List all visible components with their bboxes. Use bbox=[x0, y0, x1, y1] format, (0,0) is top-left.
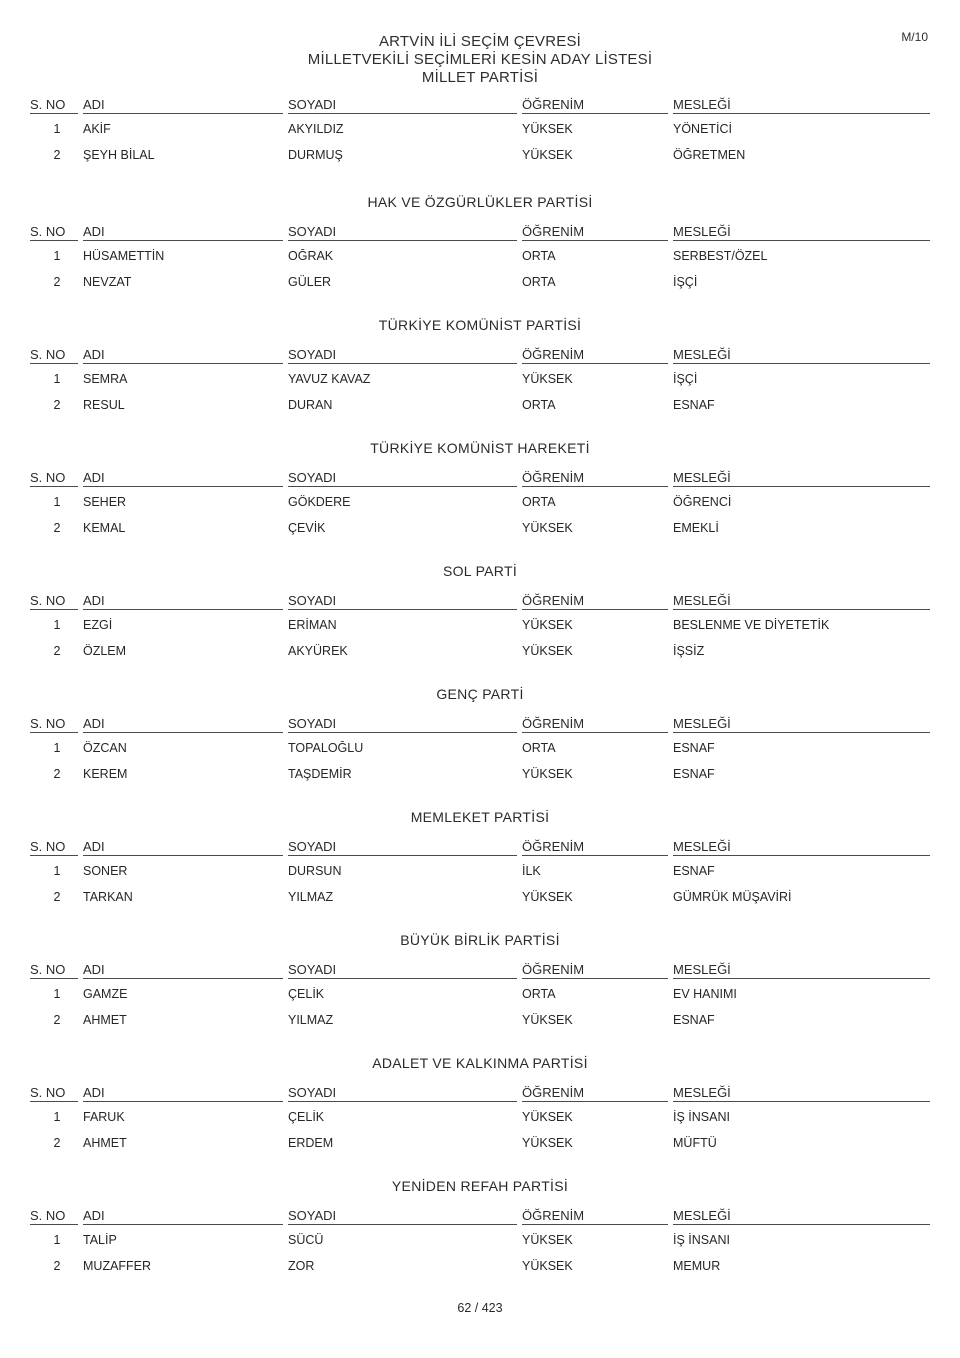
table-row bbox=[30, 148, 930, 162]
table-row bbox=[30, 249, 930, 263]
document-header bbox=[30, 33, 930, 87]
column-header-soyadi: SOYADI bbox=[288, 962, 517, 979]
party-sections bbox=[30, 97, 930, 1273]
cell-sno: 1 bbox=[53, 1233, 61, 1247]
cell-soyadi: SÜCÜ bbox=[288, 1233, 324, 1247]
cell-adi: TALİP bbox=[83, 1233, 117, 1247]
column-header-soyadi: SOYADI bbox=[288, 470, 517, 487]
header-title-line1: ARTVİN İLİ SEÇİM ÇEVRESİ bbox=[378, 33, 582, 50]
cell-adi: AHMET bbox=[83, 1013, 127, 1027]
cell-soyadi: YILMAZ bbox=[288, 1013, 334, 1027]
cell-sno: 1 bbox=[53, 1110, 61, 1124]
table-header-row bbox=[30, 716, 930, 733]
column-header-ogrenim: ÖĞRENİM bbox=[522, 1208, 668, 1225]
table-header-row bbox=[30, 593, 930, 610]
column-header-soyadi: SOYADI bbox=[288, 716, 517, 733]
column-header-adi: ADI bbox=[83, 1208, 283, 1225]
cell-ogrenim: YÜKSEK bbox=[522, 1110, 573, 1124]
cell-soyadi: TOPALOĞLU bbox=[288, 741, 364, 755]
page-number: 62 / 423 bbox=[457, 1301, 503, 1315]
cell-soyadi: ÇELİK bbox=[288, 1110, 325, 1124]
cell-sno: 1 bbox=[53, 495, 61, 509]
cell-adi: SONER bbox=[83, 864, 128, 878]
column-header-meslegi: MESLEĞİ bbox=[673, 962, 930, 979]
column-header-sno: S. NO bbox=[30, 470, 78, 487]
party-title: TÜRKİYE KOMÜNİST PARTİSİ bbox=[378, 317, 582, 333]
table-header-row bbox=[30, 962, 930, 979]
cell-ogrenim: ORTA bbox=[522, 249, 556, 263]
cell-meslegi: ÖĞRENCİ bbox=[673, 495, 732, 509]
party-title: YENİDEN REFAH PARTİSİ bbox=[391, 1178, 569, 1194]
cell-soyadi: DURAN bbox=[288, 398, 333, 412]
cell-adi: SEMRA bbox=[83, 372, 128, 386]
column-header-ogrenim: ÖĞRENİM bbox=[522, 716, 668, 733]
table-row bbox=[30, 890, 930, 904]
cell-sno: 1 bbox=[53, 864, 61, 878]
column-header-ogrenim: ÖĞRENİM bbox=[522, 1085, 668, 1102]
cell-adi: MUZAFFER bbox=[83, 1259, 152, 1273]
table-row bbox=[30, 1013, 930, 1027]
table-row bbox=[30, 767, 930, 781]
cell-soyadi: YAVUZ KAVAZ bbox=[288, 372, 371, 386]
party-section bbox=[30, 1055, 930, 1150]
column-header-soyadi: SOYADI bbox=[288, 593, 517, 610]
party-title: MEMLEKET PARTİSİ bbox=[410, 809, 550, 825]
column-header-meslegi: MESLEĞİ bbox=[673, 224, 930, 241]
party-title: BÜYÜK BİRLİK PARTİSİ bbox=[400, 932, 560, 948]
column-header-adi: ADI bbox=[83, 593, 283, 610]
table-row bbox=[30, 122, 930, 136]
cell-adi: NEVZAT bbox=[83, 275, 132, 289]
cell-adi: RESUL bbox=[83, 398, 125, 412]
cell-adi: KEREM bbox=[83, 767, 128, 781]
table-row bbox=[30, 1110, 930, 1124]
party-title: SOL PARTİ bbox=[442, 563, 518, 579]
header-party-name: MİLLET PARTİSİ bbox=[421, 69, 539, 86]
column-header-sno: S. NO bbox=[30, 1208, 78, 1225]
column-header-soyadi: SOYADI bbox=[288, 1085, 517, 1102]
cell-ogrenim: İLK bbox=[522, 864, 541, 878]
cell-sno: 2 bbox=[53, 644, 61, 658]
cell-adi: ÖZLEM bbox=[83, 644, 127, 658]
cell-meslegi: SERBEST/ÖZEL bbox=[673, 249, 768, 263]
table-row bbox=[30, 864, 930, 878]
cell-adi: HÜSAMETTİN bbox=[83, 249, 165, 263]
cell-ogrenim: ORTA bbox=[522, 741, 556, 755]
cell-ogrenim: ORTA bbox=[522, 398, 556, 412]
party-section bbox=[30, 97, 930, 162]
cell-adi: SEHER bbox=[83, 495, 127, 509]
cell-meslegi: İŞSİZ bbox=[673, 644, 705, 658]
cell-adi: TARKAN bbox=[83, 890, 133, 904]
cell-sno: 2 bbox=[53, 890, 61, 904]
party-section bbox=[30, 194, 930, 289]
column-header-ogrenim: ÖĞRENİM bbox=[522, 470, 668, 487]
cell-sno: 2 bbox=[53, 1136, 61, 1150]
table-row bbox=[30, 618, 930, 632]
column-header-adi: ADI bbox=[83, 716, 283, 733]
column-header-ogrenim: ÖĞRENİM bbox=[522, 347, 668, 364]
cell-meslegi: ESNAF bbox=[673, 767, 715, 781]
column-header-meslegi: MESLEĞİ bbox=[673, 593, 930, 610]
cell-meslegi: ÖĞRETMEN bbox=[673, 148, 746, 162]
cell-ogrenim: YÜKSEK bbox=[522, 890, 573, 904]
party-title: TÜRKİYE KOMÜNİST HAREKETİ bbox=[370, 440, 590, 456]
cell-sno: 1 bbox=[53, 741, 61, 755]
column-header-meslegi: MESLEĞİ bbox=[673, 1085, 930, 1102]
cell-ogrenim: ORTA bbox=[522, 495, 556, 509]
column-header-meslegi: MESLEĞİ bbox=[673, 839, 930, 856]
cell-meslegi: ESNAF bbox=[673, 1013, 715, 1027]
table-row bbox=[30, 741, 930, 755]
party-section bbox=[30, 932, 930, 1027]
column-header-adi: ADI bbox=[83, 470, 283, 487]
column-header-meslegi: MESLEĞİ bbox=[673, 97, 930, 114]
column-header-meslegi: MESLEĞİ bbox=[673, 716, 930, 733]
cell-adi: AHMET bbox=[83, 1136, 127, 1150]
party-section bbox=[30, 809, 930, 904]
cell-meslegi: İŞÇİ bbox=[673, 372, 698, 386]
cell-meslegi: İŞÇİ bbox=[673, 275, 698, 289]
cell-soyadi: DURSUN bbox=[288, 864, 342, 878]
table-header-row bbox=[30, 97, 930, 114]
cell-sno: 1 bbox=[53, 372, 61, 386]
column-header-ogrenim: ÖĞRENİM bbox=[522, 97, 668, 114]
cell-sno: 2 bbox=[53, 398, 61, 412]
cell-meslegi: ESNAF bbox=[673, 741, 715, 755]
column-header-sno: S. NO bbox=[30, 224, 78, 241]
cell-meslegi: BESLENME VE DİYETETİK bbox=[673, 618, 830, 632]
cell-meslegi: İŞ İNSANI bbox=[673, 1233, 730, 1247]
cell-sno: 2 bbox=[53, 148, 61, 162]
table-header-row bbox=[30, 1085, 930, 1102]
column-header-ogrenim: ÖĞRENİM bbox=[522, 224, 668, 241]
cell-ogrenim: YÜKSEK bbox=[522, 1233, 573, 1247]
cell-meslegi: ESNAF bbox=[673, 864, 715, 878]
party-section bbox=[30, 440, 930, 535]
cell-meslegi: ESNAF bbox=[673, 398, 715, 412]
cell-adi: GAMZE bbox=[83, 987, 128, 1001]
cell-soyadi: ERİMAN bbox=[288, 618, 337, 632]
column-header-adi: ADI bbox=[83, 962, 283, 979]
cell-ogrenim: YÜKSEK bbox=[522, 767, 573, 781]
column-header-sno: S. NO bbox=[30, 839, 78, 856]
page-code: M/10 bbox=[901, 30, 928, 44]
column-header-ogrenim: ÖĞRENİM bbox=[522, 593, 668, 610]
party-section bbox=[30, 317, 930, 412]
cell-soyadi: AKYILDIZ bbox=[288, 122, 344, 136]
column-header-soyadi: SOYADI bbox=[288, 97, 517, 114]
table-header-row bbox=[30, 839, 930, 856]
cell-sno: 1 bbox=[53, 987, 61, 1001]
cell-sno: 2 bbox=[53, 767, 61, 781]
column-header-sno: S. NO bbox=[30, 1085, 78, 1102]
column-header-ogrenim: ÖĞRENİM bbox=[522, 962, 668, 979]
cell-soyadi: DURMUŞ bbox=[288, 148, 343, 162]
party-section bbox=[30, 686, 930, 781]
cell-sno: 2 bbox=[53, 275, 61, 289]
cell-ogrenim: YÜKSEK bbox=[522, 1136, 573, 1150]
column-header-sno: S. NO bbox=[30, 97, 78, 114]
cell-meslegi: YÖNETİCİ bbox=[673, 122, 733, 136]
column-header-meslegi: MESLEĞİ bbox=[673, 470, 930, 487]
cell-soyadi: AKYÜREK bbox=[288, 644, 348, 658]
table-header-row bbox=[30, 470, 930, 487]
cell-soyadi: OĞRAK bbox=[288, 249, 334, 263]
header-title-line2: MİLLETVEKİLİ SEÇİMLERİ KESİN ADAY LİSTESİ bbox=[307, 51, 653, 68]
cell-adi: AKİF bbox=[83, 122, 111, 136]
table-header-row bbox=[30, 224, 930, 241]
table-row bbox=[30, 1259, 930, 1273]
cell-soyadi: YILMAZ bbox=[288, 890, 334, 904]
cell-adi: KEMAL bbox=[83, 521, 126, 535]
table-row bbox=[30, 372, 930, 386]
column-header-soyadi: SOYADI bbox=[288, 839, 517, 856]
column-header-adi: ADI bbox=[83, 97, 283, 114]
cell-soyadi: GÜLER bbox=[288, 275, 332, 289]
cell-meslegi: MEMUR bbox=[673, 1259, 721, 1273]
table-row bbox=[30, 1233, 930, 1247]
column-header-adi: ADI bbox=[83, 839, 283, 856]
cell-ogrenim: YÜKSEK bbox=[522, 618, 573, 632]
table-row bbox=[30, 644, 930, 658]
party-title: GENÇ PARTİ bbox=[436, 686, 524, 702]
cell-ogrenim: YÜKSEK bbox=[522, 148, 573, 162]
cell-meslegi: MÜFTÜ bbox=[673, 1136, 717, 1150]
cell-sno: 1 bbox=[53, 249, 61, 263]
cell-soyadi: ÇEVİK bbox=[288, 521, 326, 535]
table-header-row bbox=[30, 1208, 930, 1225]
party-title: HAK VE ÖZGÜRLÜKLER PARTİSİ bbox=[367, 194, 593, 210]
column-header-adi: ADI bbox=[83, 224, 283, 241]
column-header-soyadi: SOYADI bbox=[288, 224, 517, 241]
party-section bbox=[30, 1178, 930, 1273]
cell-ogrenim: YÜKSEK bbox=[522, 521, 573, 535]
cell-ogrenim: YÜKSEK bbox=[522, 372, 573, 386]
cell-adi: EZGİ bbox=[83, 618, 113, 632]
cell-adi: ŞEYH BİLAL bbox=[83, 148, 155, 162]
cell-ogrenim: YÜKSEK bbox=[522, 1013, 573, 1027]
cell-meslegi: İŞ İNSANI bbox=[673, 1110, 730, 1124]
column-header-adi: ADI bbox=[83, 347, 283, 364]
cell-soyadi: TAŞDEMİR bbox=[288, 767, 352, 781]
table-row bbox=[30, 275, 930, 289]
cell-sno: 1 bbox=[53, 618, 61, 632]
cell-meslegi: EV HANIMI bbox=[673, 987, 737, 1001]
cell-ogrenim: YÜKSEK bbox=[522, 644, 573, 658]
column-header-sno: S. NO bbox=[30, 347, 78, 364]
cell-meslegi: EMEKLİ bbox=[673, 521, 719, 535]
party-section bbox=[30, 563, 930, 658]
table-row bbox=[30, 521, 930, 535]
column-header-meslegi: MESLEĞİ bbox=[673, 347, 930, 364]
party-title: ADALET VE KALKINMA PARTİSİ bbox=[372, 1055, 588, 1071]
cell-ogrenim: YÜKSEK bbox=[522, 1259, 573, 1273]
cell-adi: ÖZCAN bbox=[83, 741, 127, 755]
cell-sno: 2 bbox=[53, 1259, 61, 1273]
column-header-adi: ADI bbox=[83, 1085, 283, 1102]
cell-soyadi: ZOR bbox=[288, 1259, 315, 1273]
cell-ogrenim: YÜKSEK bbox=[522, 122, 573, 136]
cell-soyadi: ERDEM bbox=[288, 1136, 334, 1150]
table-header-row bbox=[30, 347, 930, 364]
cell-ogrenim: ORTA bbox=[522, 275, 556, 289]
cell-soyadi: GÖKDERE bbox=[288, 495, 351, 509]
cell-sno: 2 bbox=[53, 521, 61, 535]
table-row bbox=[30, 495, 930, 509]
column-header-sno: S. NO bbox=[30, 716, 78, 733]
cell-meslegi: GÜMRÜK MÜŞAVİRİ bbox=[673, 890, 792, 904]
column-header-soyadi: SOYADI bbox=[288, 1208, 517, 1225]
cell-sno: 1 bbox=[53, 122, 61, 136]
column-header-sno: S. NO bbox=[30, 593, 78, 610]
cell-ogrenim: ORTA bbox=[522, 987, 556, 1001]
column-header-meslegi: MESLEĞİ bbox=[673, 1208, 930, 1225]
column-header-ogrenim: ÖĞRENİM bbox=[522, 839, 668, 856]
table-row bbox=[30, 398, 930, 412]
table-row bbox=[30, 987, 930, 1001]
cell-adi: FARUK bbox=[83, 1110, 125, 1124]
table-row bbox=[30, 1136, 930, 1150]
column-header-soyadi: SOYADI bbox=[288, 347, 517, 364]
column-header-sno: S. NO bbox=[30, 962, 78, 979]
cell-sno: 2 bbox=[53, 1013, 61, 1027]
cell-soyadi: ÇELİK bbox=[288, 987, 325, 1001]
